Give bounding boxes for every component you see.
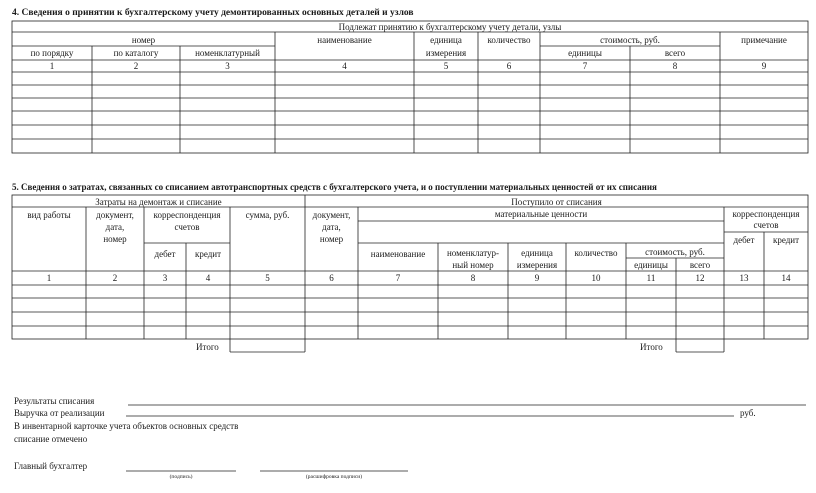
section5-m-cost-total: всего [689,260,711,270]
section5-doc2-2: дата, [322,222,341,232]
section4-col-nomen: номенклатурный [195,48,260,58]
section5-m-cost-unit: единицы [634,260,668,270]
section5-num: 11 [646,273,656,283]
footer-inventory-1: В инвентарной карточке учета объектов основных средств [14,421,239,431]
section5-title: 5. Сведения о затратах, связанных со списанием автотранспортных средств с бухгалтерского учета, и о поступлении материальных ценностей от их списания [12,182,657,192]
section4-col-order: по порядку [30,48,74,58]
section5-corr-2: счетов [174,222,200,232]
section5-doc-1: документ, [96,210,134,220]
footer-rub: руб. [740,408,756,418]
section5-received-header: Поступило от списания [511,197,602,207]
section5-num: 1 [46,273,52,283]
section4-num: 8 [672,61,678,71]
section5-m-unit-2: измерения [516,260,558,270]
section4-title: 4. Сведения о принятии к бухгалтерскому учету демонтированных основных деталей и узлов [12,8,414,18]
section4-num: 4 [342,61,347,71]
section5-total-right: Итого [640,342,663,352]
section4-col-qty: количество [487,35,531,45]
section5-num: 10 [591,273,601,283]
section4-num: 7 [582,61,588,71]
footer-results: Результаты списания [14,396,95,406]
section4-num: 6 [506,61,512,71]
footer-signature-caption: (подпись) [169,474,193,480]
section5-num: 5 [265,273,270,283]
section5-doc2-3: номер [319,234,344,244]
section5-work-type: вид работы [27,210,71,220]
section5-credit: кредит [194,249,222,259]
section4-group-header: Подлежат принятию к бухгалтерскому учету детали, узлы [338,22,562,32]
section5-num: 4 [205,273,211,283]
section5-num: 12 [695,273,705,283]
section4-col-name: наименование [317,35,372,45]
section4-number-header: номер [131,35,156,45]
section5-material: материальные ценности [494,209,588,219]
section5-m-name: наименование [370,249,426,259]
section4-col-note: примечание [741,35,787,45]
section5-total-left: Итого [196,342,219,352]
section4-col-unit-1: единица [430,35,462,45]
section4-num: 5 [443,61,449,71]
section5-num: 3 [162,273,168,283]
footer-inventory-2: списание отмечено [14,434,88,444]
section5-sum: сумма, руб. [245,210,290,220]
section5-num: 7 [395,273,401,283]
section5-num: 13 [739,273,749,283]
section5-num: 6 [329,273,334,283]
footer-chief: Главный бухгалтер [14,461,88,471]
section5-num: 9 [534,273,540,283]
section4-col-cost-total: всего [664,48,686,58]
section5-corr-1: корреспонденция [153,210,221,220]
section5-m-nomen-1: номенклатур- [446,248,500,258]
section5-corr2-1: корреспонденция [732,209,800,219]
section5-m-unit-1: единица [521,248,553,258]
section4-num: 2 [133,61,139,71]
section5-num: 8 [470,273,476,283]
section4-col-cost: стоимость, руб. [600,35,660,45]
footer-revenue: Выручка от реализации [14,408,105,418]
section5-credit2: кредит [772,235,800,245]
section4-num: 3 [225,61,230,71]
section5-doc2-1: документ, [312,210,351,220]
section4-col-unit-2: измерения [425,48,467,58]
section5-debit: дебет [154,249,176,259]
section5-corr2-2: счетов [753,220,779,230]
section5-m-cost: стоимость, руб. [645,247,705,257]
section5-m-nomen-2: ный номер [452,260,494,270]
section5-doc-2: дата, [105,222,125,232]
section4-num: 1 [49,61,55,71]
section4-num: 9 [761,61,767,71]
section4-col-catalog: по каталогу [113,48,159,58]
section5-num: 14 [781,273,791,283]
section5-debit2: дебет [733,235,755,245]
section4-col-cost-unit: единицы [568,48,602,58]
section5-num: 2 [112,273,118,283]
footer-decoding-caption: (расшифровка подписи) [305,474,363,480]
section5-m-qty: количество [574,248,618,258]
section5-doc-3: номер [103,234,127,244]
section5-costs-header: Затраты на демонтаж и списание [95,197,222,207]
